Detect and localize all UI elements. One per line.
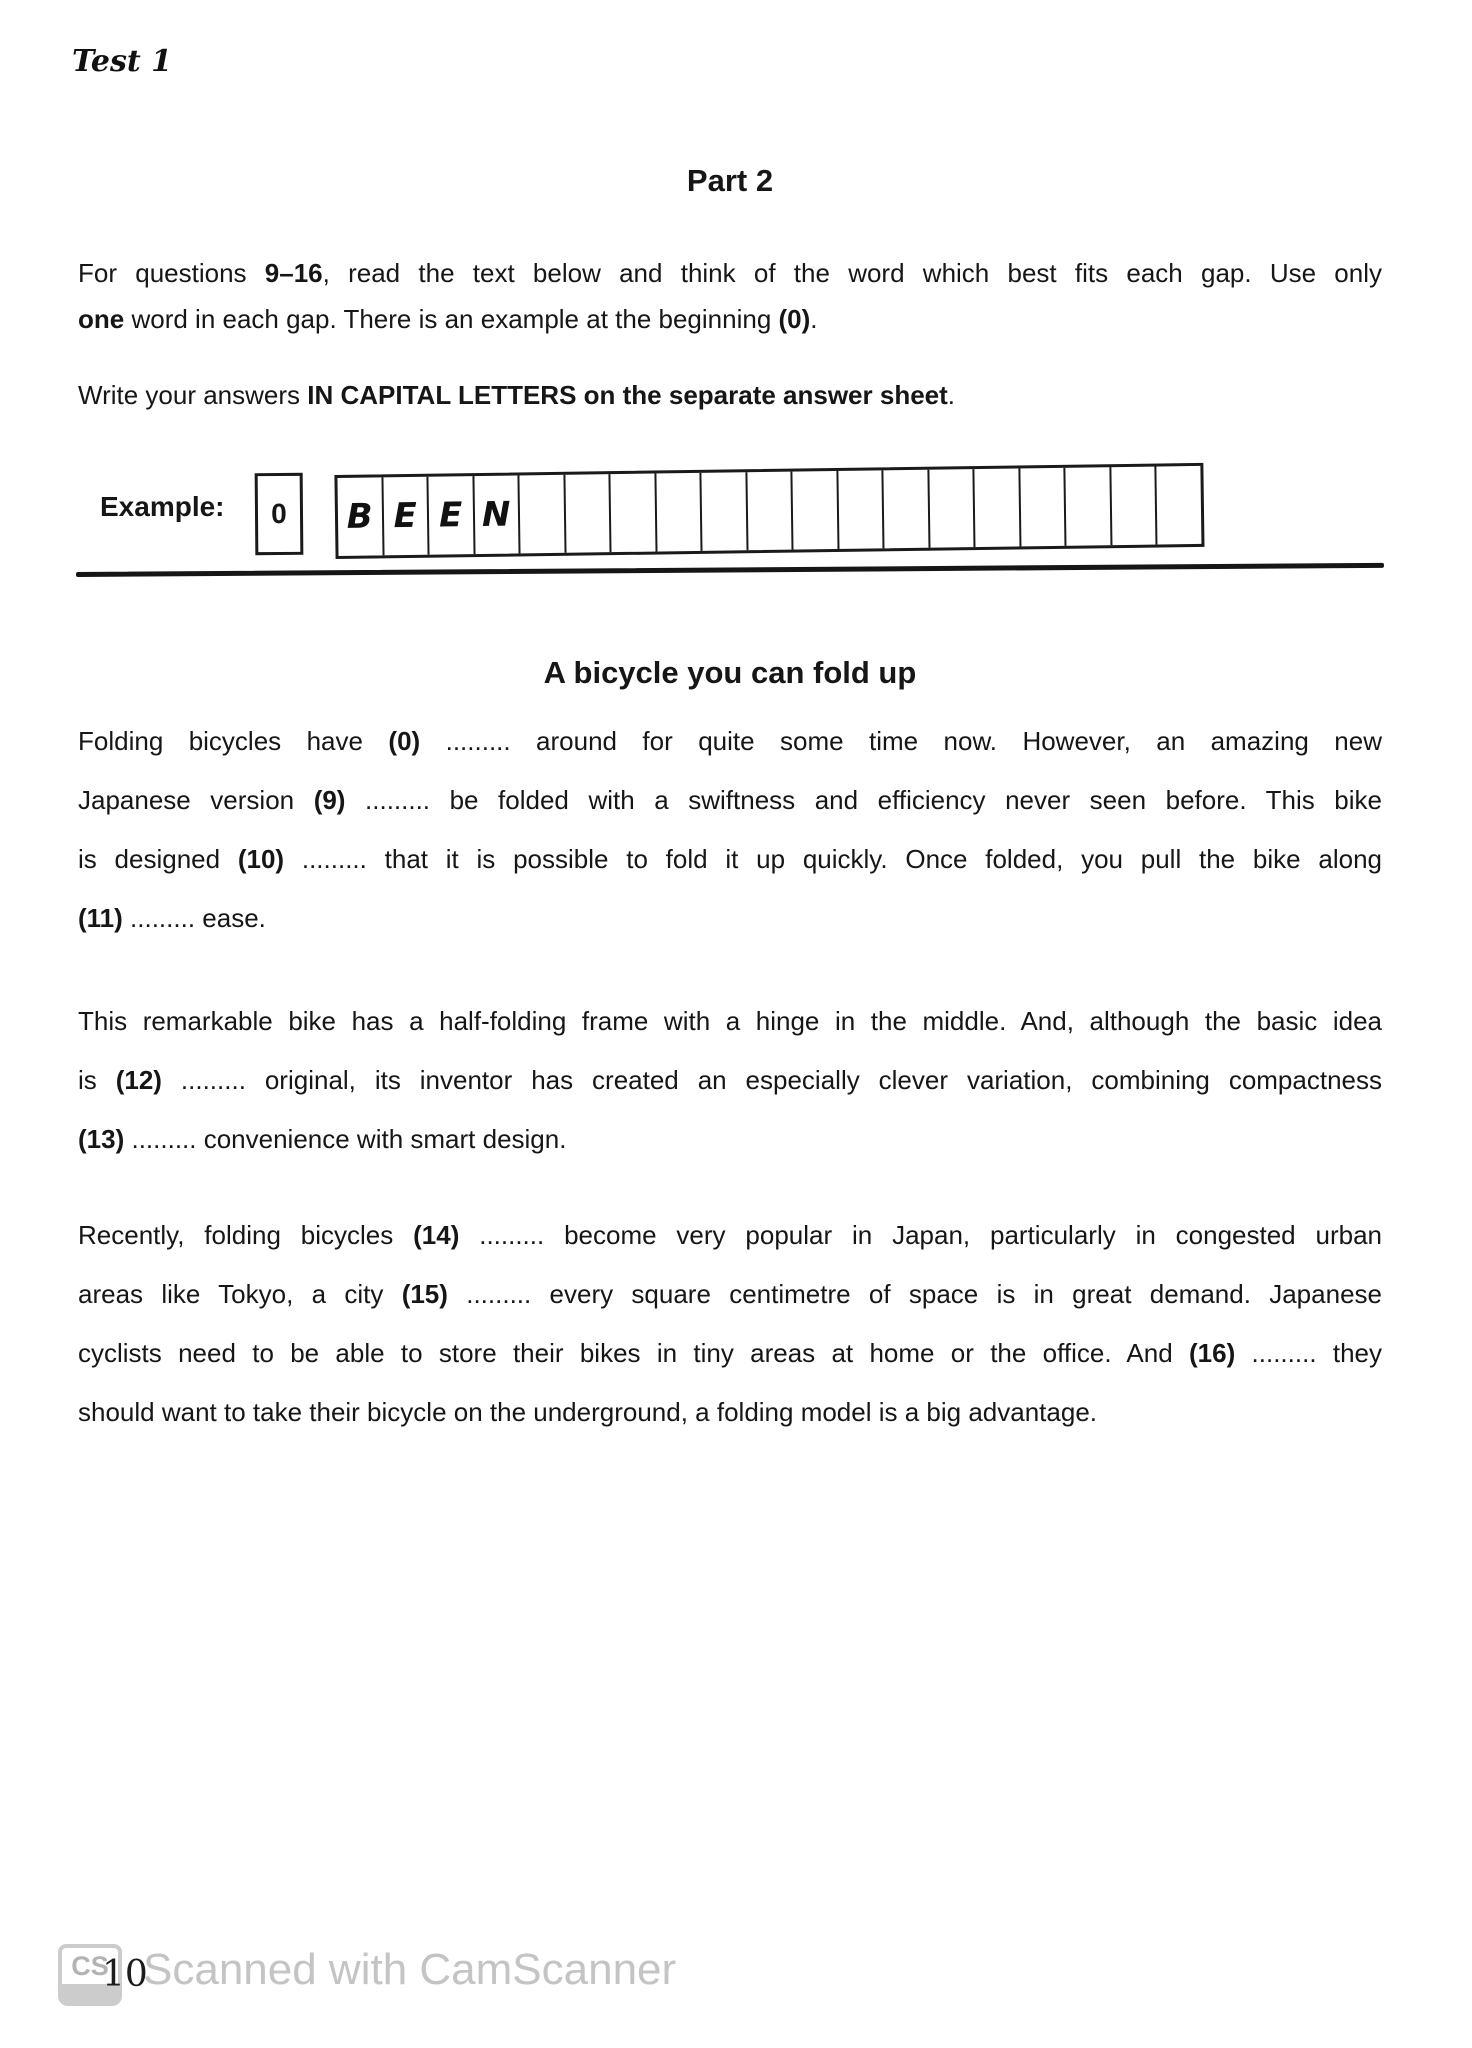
text-segment: cyclists need to be able to store their bikes in tiny areas at home or the office. And xyxy=(78,1338,1189,1368)
answer-strip xyxy=(334,463,1204,559)
gap-number: (12) xyxy=(115,1065,162,1095)
answer-cell-empty xyxy=(747,472,794,551)
text-segment: Write your answers xyxy=(78,380,308,410)
text-segment: ......... every square centimetre of space is in great demand. Japanese xyxy=(447,1279,1382,1309)
text-segment: This remarkable bike has a half-folding frame with a hinge in the middle. And, although the basic idea xyxy=(78,1006,1382,1036)
text-segment: should want to take their bicycle on the underground, a folding model is a big advantage. xyxy=(78,1397,1098,1427)
answer-cell-empty xyxy=(1111,467,1158,546)
passage-paragraph-1 xyxy=(78,712,1382,948)
answer-cell-empty xyxy=(565,474,612,553)
answer-cell-empty xyxy=(929,469,976,548)
text-segment: . xyxy=(947,380,956,410)
text-segment: areas like Tokyo, a city xyxy=(78,1279,402,1309)
text-line xyxy=(78,1110,1382,1169)
text-line xyxy=(78,771,1382,830)
answer-cell-empty xyxy=(1065,467,1112,546)
gap-number: (11) xyxy=(78,903,123,933)
text-segment: is designed xyxy=(78,844,238,874)
text-segment: Japanese version xyxy=(78,785,314,815)
text-segment: is xyxy=(78,1065,116,1095)
text-line xyxy=(78,830,1382,889)
text-line xyxy=(78,296,1382,342)
gap-number: (0) xyxy=(778,304,811,334)
text-line xyxy=(78,250,1382,296)
answer-cell-empty xyxy=(792,471,839,550)
cs-logo-text: CS xyxy=(58,1944,122,1988)
text-segment: ......... convenience with smart design. xyxy=(124,1124,567,1154)
gap-number: (16) xyxy=(1188,1338,1236,1368)
answer-cell-empty xyxy=(519,475,566,554)
camscanner-watermark-text: Scanned with CamScanner xyxy=(143,1945,677,1994)
answer-cell-filled: N xyxy=(474,475,521,554)
text-line xyxy=(78,712,1382,771)
gap-number: (10) xyxy=(237,844,285,874)
text-segment: ......... ease. xyxy=(122,903,266,933)
answer-cell-empty xyxy=(838,470,885,549)
text-line xyxy=(78,1265,1382,1324)
text-line xyxy=(78,992,1382,1051)
text-line xyxy=(78,1324,1382,1383)
text-line xyxy=(78,1383,1382,1442)
test-label: Test 1 xyxy=(72,44,173,79)
text-segment: Recently, folding bicycles xyxy=(78,1220,414,1250)
text-line xyxy=(78,1206,1382,1265)
answer-cell-empty xyxy=(883,470,930,549)
text-segment: ......... they xyxy=(1235,1338,1382,1368)
text-segment: ......... become very popular in Japan, particularly in congested urban xyxy=(459,1220,1382,1250)
example-label: Example: xyxy=(100,491,225,522)
text-line xyxy=(78,889,1382,948)
passage-title: A bicycle you can fold up xyxy=(543,655,917,690)
answer-cell-empty xyxy=(610,474,657,553)
gap-number: (15) xyxy=(401,1279,448,1309)
example-row xyxy=(0,465,1472,565)
gap-number: (9) xyxy=(313,785,346,815)
answer-cell-filled: E xyxy=(428,476,475,555)
passage-paragraph-3 xyxy=(78,1206,1382,1442)
text-line xyxy=(78,1051,1382,1110)
gap-number: one xyxy=(78,304,125,334)
gap-number: IN CAPITAL LETTERS on the separate answer sheet xyxy=(307,380,948,410)
page-footer xyxy=(0,1940,1472,2020)
text-segment: word in each gap. There is an example at the beginning xyxy=(124,304,779,334)
answer-cell-empty xyxy=(656,473,703,552)
capital-letters-note xyxy=(78,372,1382,418)
gap-number: (0) xyxy=(388,726,421,756)
text-segment: . xyxy=(810,304,818,334)
answer-cell-empty xyxy=(974,468,1021,547)
instructions-text xyxy=(78,250,1382,342)
part-title: Part 2 xyxy=(686,163,774,198)
answer-cell-filled: B xyxy=(337,477,384,556)
text-line xyxy=(78,372,1382,418)
page-number: 10 xyxy=(102,1954,148,1995)
text-segment: ......... original, its inventor has created an especially clever variation, combining compactness xyxy=(161,1065,1382,1095)
text-segment: ......... be folded with a swiftness and efficiency never seen before. This bike xyxy=(345,785,1383,815)
answer-cell-empty xyxy=(1020,468,1067,547)
text-segment: , read the text below and think of the word which best fits each gap. Use only xyxy=(322,258,1383,288)
gap-number: (14) xyxy=(413,1220,460,1250)
text-segment: ......... that it is possible to fold it up quickly. Once folded, you pull the bike along xyxy=(284,844,1382,874)
answer-cell-filled: E xyxy=(383,477,430,556)
example-number-box: 0 xyxy=(255,473,304,555)
text-segment: For questions xyxy=(78,258,265,288)
gap-number: (13) xyxy=(78,1124,125,1154)
answer-cell-empty xyxy=(701,472,748,551)
text-segment: ......... around for quite some time now. However, an amazing new xyxy=(420,726,1382,756)
passage-paragraph-2 xyxy=(78,992,1382,1169)
answer-cell-empty xyxy=(1156,466,1201,545)
text-segment: Folding bicycles have xyxy=(78,726,389,756)
gap-number: 9–16 xyxy=(264,258,323,288)
